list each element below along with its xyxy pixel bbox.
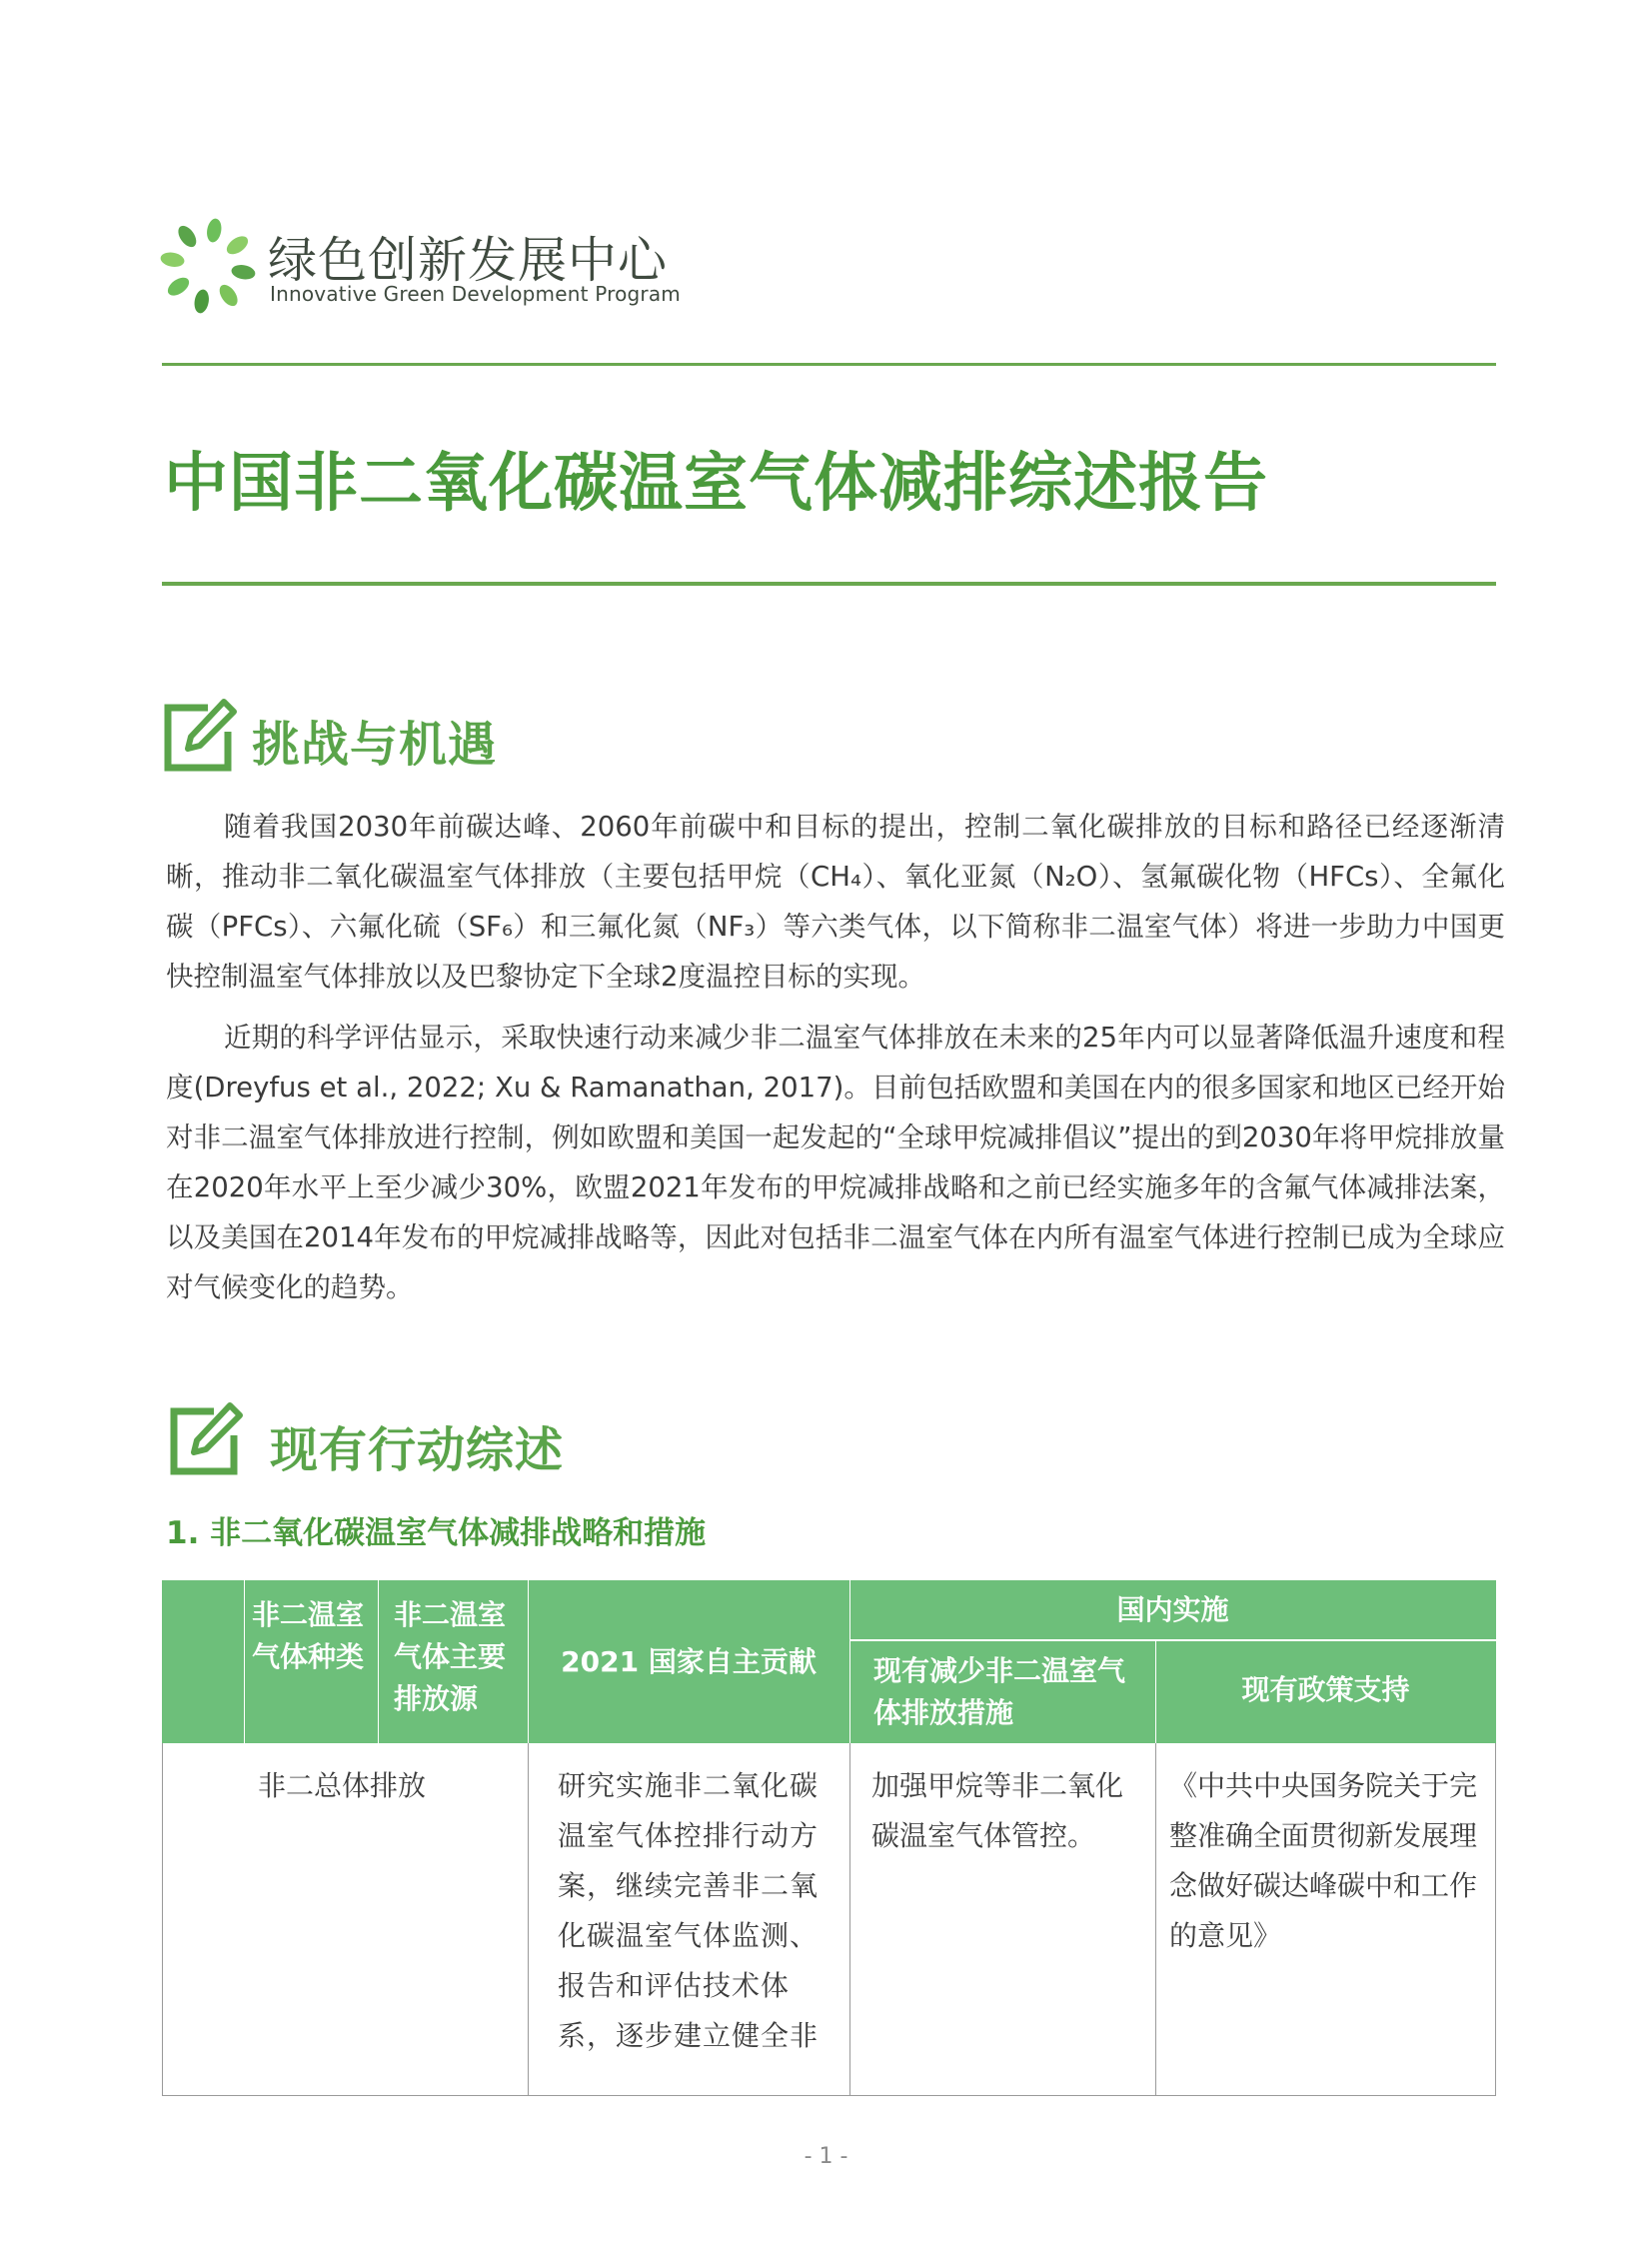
header-divider [378, 1580, 379, 1743]
page-number: - 1 - [804, 2144, 848, 2169]
header-divider [244, 1580, 245, 1743]
table-divider [1155, 1743, 1156, 2096]
edit-icon [160, 698, 238, 776]
org-logo [160, 218, 680, 318]
document-title: 中国非二氧化碳温室气体减排综述报告 [164, 447, 1268, 521]
col-header-ndc: 2021 国家自主贡献 [561, 1645, 817, 1678]
strategy-table [162, 1580, 1496, 2096]
paragraph-1: 随着我国2030年前碳达峰、2060年前碳中和目标的提出，控制二氧化碳排放的目标和路径已经逐渐清晰，推动非二氧化碳温室气体排放（主要包括甲烷（CH₄）、氧化亚氮（N₂O）、氢氟碳化物（HFCs）、全氟化碳（PFCs）、六氟化硫（SF₆）和三氟化氮（NF₃）等六类气体，以下简称非二温室气体）将进一步助力中国更快控制温室气体排放以及巴黎协定下全球2度温控目标的实现。 [166, 811, 1505, 993]
col-header-main-source: 非二温室气体主要排放源 [394, 1598, 507, 1715]
org-name-cn: 绿色创新发展中心 [268, 232, 669, 289]
table-divider [849, 1743, 850, 2096]
table-border [1495, 1743, 1496, 2096]
leaf-ring-logo-icon [160, 218, 256, 314]
table-border [162, 2095, 1496, 2096]
table-border [162, 1743, 163, 2096]
table-cell-measures: 加强甲烷等非二氧化碳温室气体管控。 [871, 1769, 1124, 1852]
title-top-rule [162, 363, 1496, 366]
section-title: 现有行动综述 [270, 1422, 565, 1478]
section-title: 挑战与机遇 [252, 717, 498, 773]
table-cell-category: 非二总体排放 [258, 1769, 427, 1802]
header-divider [849, 1639, 1496, 1641]
col-header-measures: 现有减少非二温室气体排放措施 [873, 1654, 1126, 1729]
table-divider [528, 1743, 529, 2096]
paragraph-2: 近期的科学评估显示，采取快速行动来减少非二温室气体排放在未来的25年内可以显著降低温升速度和程度(Dreyfus et al., 2022; Xu & Ramanathan, 2017)。目前包括欧盟和美国在内的很多国家和地区已经开始对非二温室气体排放进行控制，例如欧盟和美国一起发起的“全球甲烷减排倡议”提出的到2030年将甲烷排放量在2020年水平上至少减少30%，欧盟2021年发布的甲烷减排战略和之前已经实施多年的含氟气体减排法案，以及美国在2014年发布的甲烷减排战略等，因此对包括非二温室气体在内所有温室气体进行控制已成为全球应对气候变化的趋势。 [166, 1022, 1505, 1303]
org-name-en: Innovative Green Development Program [270, 282, 681, 306]
title-bottom-rule [162, 582, 1496, 586]
col-header-policy: 现有政策支持 [1241, 1673, 1410, 1706]
col-header-domestic-group: 国内实施 [1116, 1593, 1229, 1626]
col-header-gas-type: 非二温室气体种类 [252, 1598, 365, 1673]
table-cell-ndc: 研究实施非二氧化碳温室气体控排行动方案，继续完善非二氧化碳温室气体监测、报告和评估技术体系，逐步建立健全非 [558, 1769, 820, 2052]
subsection-title: 1. 非二氧化碳温室气体减排战略和措施 [166, 1515, 707, 1551]
edit-icon [166, 1401, 244, 1479]
table-cell-policy: 《中共中央国务院关于完整准确全面贯彻新发展理念做好碳达峰碳中和工作的意见》 [1169, 1769, 1478, 1952]
